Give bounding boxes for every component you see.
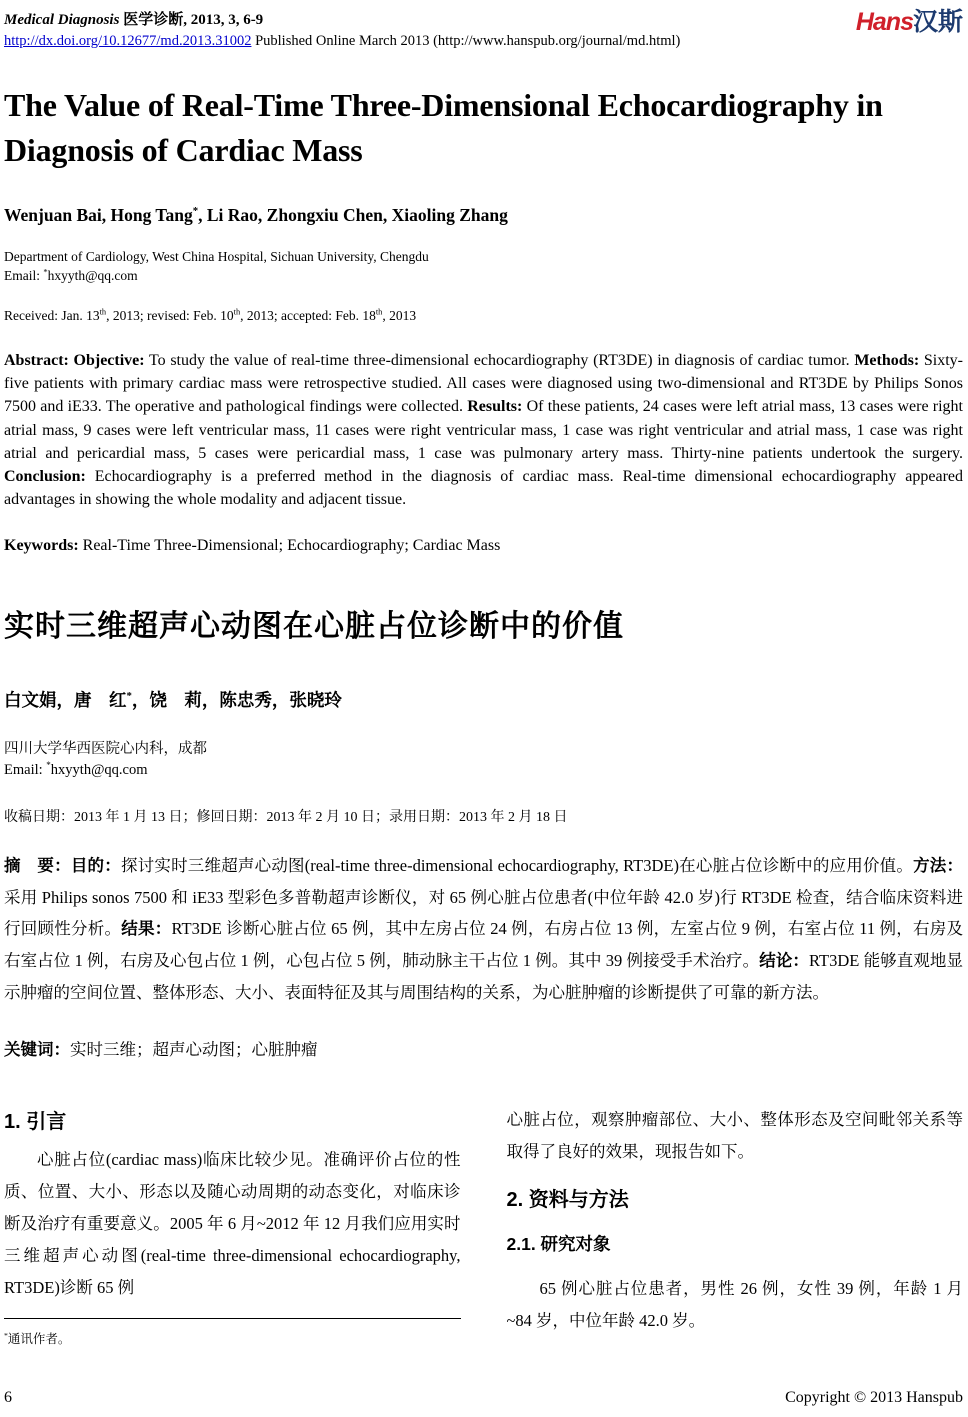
abstract-label: Abstract: Objective: xyxy=(4,352,145,369)
affiliation-block-cn xyxy=(4,739,963,781)
abstract-en xyxy=(4,349,963,511)
received-sup: th xyxy=(99,307,107,317)
keywords-label: Keywords: xyxy=(4,537,79,555)
keywords-en xyxy=(4,537,963,555)
corresponding-author-asterisk: * xyxy=(192,205,199,218)
received-part: , 2013 xyxy=(382,308,417,323)
results-label: Results: xyxy=(467,398,523,416)
journal-name: Medical Diagnosis xyxy=(4,12,120,28)
email-line-cn xyxy=(4,760,963,781)
paper-title-cn: 实时三维超声心动图在心脏占位诊断中的价值 xyxy=(4,610,624,644)
footnote-text: 通讯作者。 xyxy=(7,1332,71,1347)
journal-info xyxy=(4,8,680,50)
copyright-notice: Copyright © 2013 Hanspub xyxy=(785,1389,963,1406)
email-asterisk-cn: * xyxy=(46,760,51,771)
cn-keywords-label: 关键词： xyxy=(4,1041,70,1060)
corresponding-author-asterisk-cn: * xyxy=(126,690,132,703)
cn-objective-text: 探讨实时三维超声心动图(real-time three-dimensional echocardiography, RT3DE)在心脏占位诊断中的应用价值。 xyxy=(120,856,914,876)
email-address-cn: hxyyth@qq.com xyxy=(50,762,148,779)
methods-label: Methods: xyxy=(854,352,920,369)
keywords-cn xyxy=(4,1036,963,1060)
footnote-divider xyxy=(4,1318,461,1319)
page-header xyxy=(4,8,963,50)
affiliation-block-en xyxy=(4,247,963,285)
journal-issue: 医学诊断, 2013, 3, 6-9 xyxy=(119,12,264,28)
email-line-en xyxy=(4,266,963,285)
cn-abstract-label: 摘 要：目的： xyxy=(4,857,121,876)
footnote xyxy=(4,1323,461,1355)
cn-methods-text: 采用 Philips sonos 7500 和 iE33 型彩色多普勒超声诊断仪，对 65 例心脏占位患者(中位年龄 42.0 岁)行 RT3DE 检查，结合临床资料进行回顾性分析。 xyxy=(4,888,963,939)
journal-title-line xyxy=(4,8,680,29)
section-2-heading: 2. 资料与方法 xyxy=(506,1189,629,1212)
authors-en-part2: , Li Rao, Zhongxiu Chen, Xiaoling Zhang xyxy=(198,205,508,225)
page-number: 6 xyxy=(4,1389,12,1406)
methods-text: Sixty-five patients with primary cardiac mass were retrospective studied. All cases were diagnosed using two-dimensional and RT3DE by Philips Sonos 7500 and iE33. The operative and pathological findings were collected. xyxy=(4,352,963,416)
footnote-asterisk: * xyxy=(4,1331,8,1341)
published-info: Published Online March 2013 (http://www.hanspub.org/journal/md.html) xyxy=(255,33,681,49)
conclusion-text: Echocardiography is a preferred method in the diagnosis of cardiac mass. Real-time dimensional echocardiography appeared advantages in showing the whole modality and adjacent tissue. xyxy=(4,468,963,509)
received-sup: th xyxy=(375,307,383,317)
results-text: Of these patients, 24 cases were left atrial mass, 13 cases were right atrial mass, 9 cases were left ventricular mass, 11 cases were right ventricular mass, 1 case was right ventricular and atrial mass, 1 case was right atrial and pericardial mass, 5 cases were pericardial mass, 1 case was pulmonary artery mass. Thirty-nine patients undertook the surgery. xyxy=(4,398,963,462)
received-part: , 2013; revised: Feb. 10 xyxy=(106,308,234,323)
dates-cn: 收稿日期：2013 年 1 月 13 日；修回日期：2013 年 2 月 10 日；录用日期：2013 年 2 月 18 日 xyxy=(4,810,568,826)
received-part: , 2013; accepted: Feb. 18 xyxy=(240,308,376,323)
section-2-1-heading: 2.1. 研究对象 xyxy=(506,1234,611,1255)
cn-methods-label: 方法： xyxy=(913,857,964,876)
email-address-en: hxyyth@qq.com xyxy=(47,268,138,283)
doi-line xyxy=(4,33,680,50)
cn-conclusion-text: RT3DE 能够直观地显示肿瘤的空间位置、整体形态、大小、表面特征及其与周围结构的关系，为心脏肿瘤的诊断提供了可靠的新方法。 xyxy=(4,951,964,1003)
cn-results-label: 结果： xyxy=(121,920,172,939)
authors-en xyxy=(4,205,963,226)
subjects-paragraph: 65 例心脏占位患者，男性 26 例，女性 39 例，年龄 1 月~84 岁，中位年龄 42.0 岁。 xyxy=(506,1279,963,1331)
email-label-en: Email: xyxy=(4,268,44,283)
authors-en-part1: Wenjuan Bai, Hong Tang xyxy=(4,205,193,225)
authors-cn xyxy=(4,687,963,712)
left-column xyxy=(4,1104,461,1355)
cn-results-text: RT3DE 诊断心脏占位 65 例，其中左房占位 24 例，右房占位 13 例，左室占位 9 例，右室占位 11 例，右房及右室占位 1 例，右房及心包占位 1 例，心包占位 5 例，肺动脉主干占位 1 例。其中 39 例接受手术治疗。 xyxy=(4,919,964,971)
abstract-cn xyxy=(4,850,963,1008)
section-1-heading: 1. 引言 xyxy=(4,1111,67,1134)
intro-paragraph: 心脏占位(cardiac mass)临床比较少见。准确评价占位的性质、位置、大小、形态以及随心动周期的动态变化，对临床诊断及治疗有重要意义。2005 年 6 月~2012 年 12 月我们应用实时三维超声心动图(real-time three-dimensional echocardiography, RT3DE)诊断 65 例 xyxy=(4,1150,461,1298)
hans-logo-chinese: 汉斯 xyxy=(912,8,963,36)
page-footer xyxy=(4,1389,963,1407)
affiliation-cn: 四川大学华西医院心内科，成都 xyxy=(4,741,207,758)
authors-cn-part1: 白文娟，唐 红 xyxy=(4,690,127,711)
conclusion-label: Conclusion: xyxy=(4,468,86,486)
affiliation-en: Department of Cardiology, West China Hospital, Sichuan University, Chengdu xyxy=(4,249,429,264)
paper-title-en: The Value of Real-Time Three-Dimensional Echocardiography in Diagnosis of Cardiac Mass xyxy=(4,87,883,168)
received-sup: th xyxy=(233,307,241,317)
authors-cn-part2: ，饶 莉，陈忠秀，张晓玲 xyxy=(131,690,342,711)
hans-logo-latin: Hans xyxy=(855,8,913,36)
cn-keywords-text: 实时三维；超声心动图；心脏肿瘤 xyxy=(70,1040,318,1060)
received-part: Received: Jan. 13 xyxy=(4,308,100,323)
right-column xyxy=(507,1104,964,1355)
hans-logo xyxy=(856,10,963,35)
email-asterisk-en: * xyxy=(43,267,48,277)
received-dates-en xyxy=(4,308,963,324)
cn-conclusion-label: 结论： xyxy=(759,952,810,971)
doi-link[interactable]: http://dx.doi.org/10.12677/md.2013.31002 xyxy=(4,33,252,49)
two-column-body xyxy=(4,1104,963,1355)
abstract-text: To study the value of real-time three-dimensional echocardiography (RT3DE) in diagnosis of cardiac tumor. xyxy=(144,352,855,369)
keywords-text: Real-Time Three-Dimensional; Echocardiography; Cardiac Mass xyxy=(78,537,501,555)
continuation-paragraph: 心脏占位，观察肿瘤部位、大小、整体形态及空间毗邻关系等取得了良好的效果，现报告如下。 xyxy=(506,1110,963,1162)
email-label-cn: Email: xyxy=(4,762,47,779)
